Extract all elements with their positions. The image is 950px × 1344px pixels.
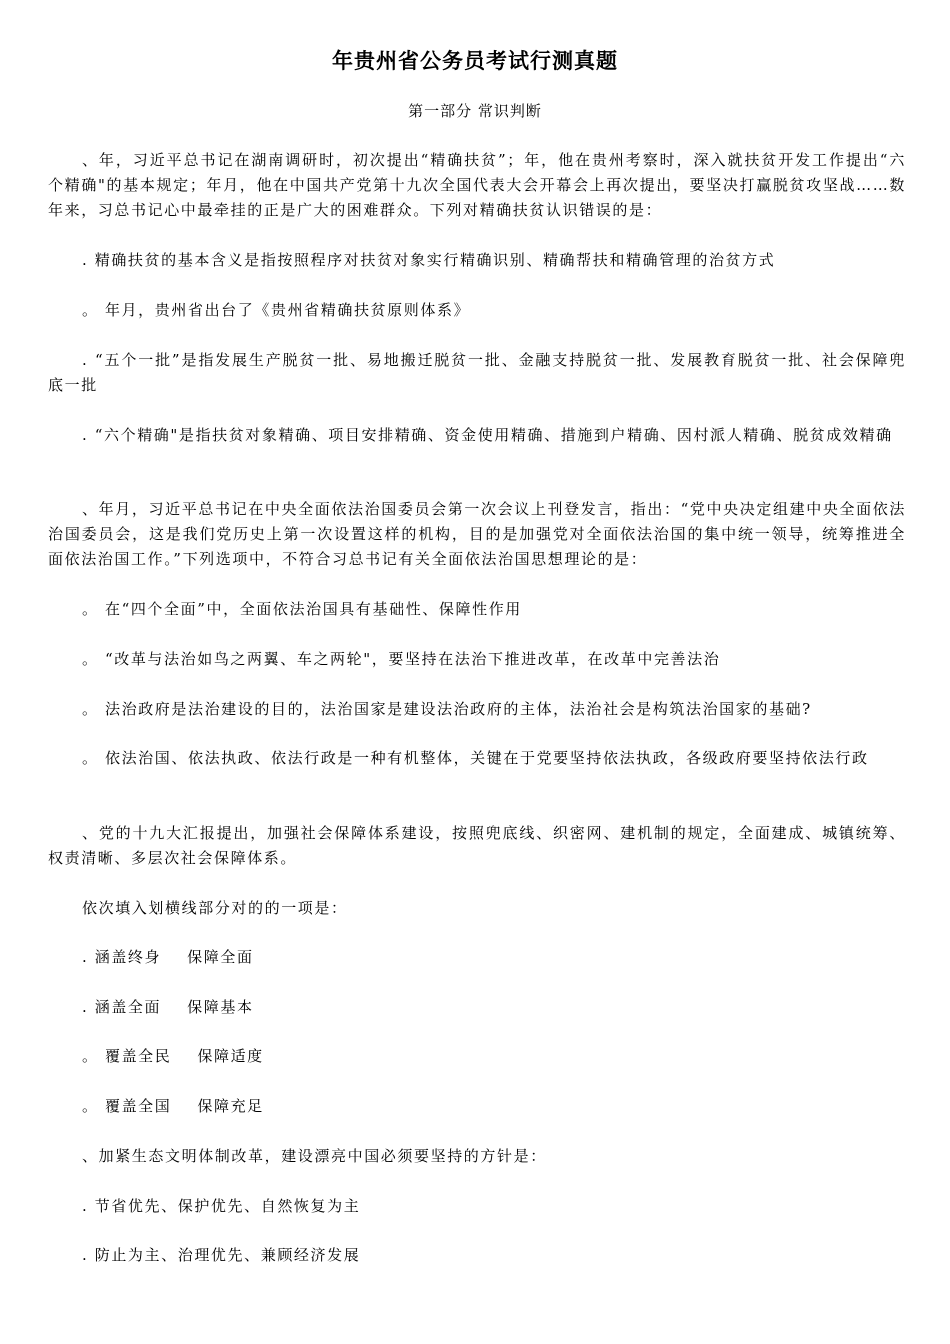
- section-heading: 第一部分 常识判断: [408, 102, 542, 120]
- option-d-part-1: 。 覆盖全国: [82, 1097, 172, 1115]
- question-3-stem: 、党的十九大汇报提出，加强社会保障体系建设，按照兜底线、织密网、建机制的规定，全面建成、城镇统筹、权责清晰、多层次社会保障体系。: [48, 824, 906, 867]
- question-1-option-c: . “五个一批”是指发展生产脱贫一批、易地搬迁脱贫一批、金融支持脱贫一批、发展教育脱贫一批、社会保障兜底一批: [48, 351, 906, 394]
- question-1-option-b: 。 年月，贵州省出台了《贵州省精确扶贫原则体系》: [82, 301, 471, 319]
- question-3-instruction: 依次填入划横线部分对的的一项是：: [82, 899, 348, 917]
- question-3-option-a: [48, 945, 906, 970]
- question-4-option-b: . 防止为主、治理优先、兼顾经济发展: [82, 1246, 361, 1264]
- option-d-part-2: 保障充足: [197, 1097, 264, 1115]
- question-1-stem: 、年，习近平总书记在湖南调研时，初次提出“精确扶贫”；年，他在贵州考察时，深入就扶贫开发工作提出“六个精确"的基本规定；年月，他在中国共产党第十九次全国代表大会开幕会上再次提出，要坚决打赢脱贫攻坚战……数年来，习总书记心中最牵挂的正是广大的困难群众。下列对精确扶贫认识错误的是：: [48, 151, 906, 219]
- question-2-stem: 、年月，习近平总书记在中央全面依法治国委员会第一次会议上刊登发言，指出：“党中央决定组建中央全面依法治国委员会，这是我们党历史上第一次设置这样的机构，目的是加强党对全面依法治国的集中统一领导，统筹推进全面依法治国工作。”下列选项中，不符合习总书记有关全面依法治国思想理论的是：: [48, 500, 906, 568]
- question-3-option-c: [48, 1044, 906, 1069]
- option-c-part-1: 。 覆盖全民: [82, 1047, 172, 1065]
- option-b-part-1: . 涵盖全面: [82, 998, 162, 1016]
- question-2-option-a: 。 在“四个全面”中，全面依法治国具有基础性、保障性作用: [82, 600, 522, 618]
- question-3-option-b: [48, 995, 906, 1020]
- option-a-part-1: . 涵盖终身: [82, 948, 162, 966]
- question-2-option-d: 。 依法治国、依法执政、依法行政是一种有机整体，关键在于党要坚持依法执政，各级政府要坚持依法行政: [82, 749, 869, 767]
- page-title: 年贵州省公务员考试行测真题: [332, 49, 618, 73]
- option-c-part-2: 保障适度: [197, 1047, 264, 1065]
- question-2-option-c: 。 法治政府是法治建设的目的，法治国家是建设法治政府的主体，法治社会是构筑法治国家的基础?: [82, 700, 812, 718]
- question-3-option-d: [48, 1094, 906, 1119]
- question-4-stem: 、加紧生态文明体制改革，建设漂亮中国必须要坚持的方针是：: [82, 1147, 547, 1165]
- question-2-option-b: 。 “改革与法治如鸟之两翼、车之两轮"，要坚持在法治下推进改革，在改革中完善法治: [82, 650, 721, 668]
- question-1-option-a: . 精确扶贫的基本含义是指按照程序对扶贫对象实行精确识别、精确帮扶和精确管理的治贫方式: [82, 251, 776, 269]
- option-a-part-2: 保障全面: [187, 948, 254, 966]
- question-1-option-d: . “六个精确"是指扶贫对象精确、项目安排精确、资金使用精确、措施到户精确、因村派人精确、脱贫成效精确: [82, 426, 893, 444]
- option-b-part-2: 保障基本: [187, 998, 254, 1016]
- question-4-option-a: . 节省优先、保护优先、自然恢复为主: [82, 1197, 361, 1215]
